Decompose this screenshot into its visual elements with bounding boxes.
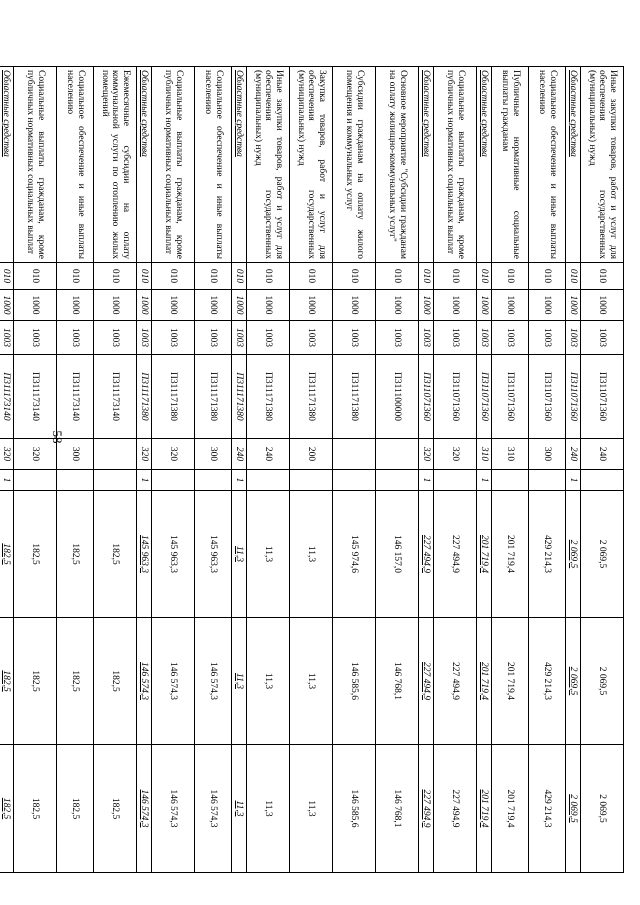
ministry-code: 010: [477, 263, 492, 290]
subsection-code: 1003: [434, 321, 477, 355]
funding-source-code: [14, 470, 57, 491]
ministry-code: 010: [581, 263, 624, 290]
table-row: [14, 67, 57, 873]
section-code: 1000: [434, 290, 477, 321]
funding-source-row: [566, 67, 581, 873]
amount-year-3: 11,3: [290, 745, 333, 873]
target-article-code: П311071360: [566, 355, 581, 439]
amount-year-3: 182,5: [14, 745, 57, 873]
expense-type-code: 320: [14, 439, 57, 470]
expense-type-code: 200: [290, 439, 333, 470]
target-article-code: П311171380: [247, 355, 290, 439]
section-code: 1000: [137, 290, 152, 321]
amount-year-1: 146 157,0: [376, 491, 419, 618]
expense-type-code: 300: [195, 439, 232, 470]
amount-year-1: 182,5: [0, 491, 14, 618]
amount-year-1: 2 069,5: [581, 491, 624, 618]
table-row: [376, 67, 419, 873]
subsection-code: 1003: [419, 321, 434, 355]
target-article-code: П311171380: [137, 355, 152, 439]
funding-source-code: 1: [0, 470, 14, 491]
amount-year-3: 11,3: [247, 745, 290, 873]
amount-year-2: 201 719,4: [492, 618, 529, 745]
section-code: 1000: [57, 290, 94, 321]
subsection-code: 1003: [232, 321, 247, 355]
row-name: Иные закупки товаров, работ и услуг для обеспечения государственных (муниципальных) нужд: [581, 67, 624, 263]
amount-year-2: 227 494,9: [419, 618, 434, 745]
row-name: Областные средства: [137, 67, 152, 263]
funding-source-code: 1: [419, 470, 434, 491]
amount-year-3: 146 768,1: [376, 745, 419, 873]
amount-year-1: 145 974,6: [333, 491, 376, 618]
subsection-code: 1003: [195, 321, 232, 355]
subsection-code: 1003: [14, 321, 57, 355]
funding-source-row: [477, 67, 492, 873]
section-code: 1000: [529, 290, 566, 321]
expense-type-code: 320: [0, 439, 14, 470]
target-article-code: П311171380: [290, 355, 333, 439]
amount-year-1: 429 214,3: [529, 491, 566, 618]
row-name: Областные средства: [566, 67, 581, 263]
budget-table: [0, 66, 624, 873]
expense-type-code: 320: [137, 439, 152, 470]
funding-source-code: [290, 470, 333, 491]
row-name: Ежемесячные субсидии на оплату коммунальной услуги по отоплению жилых помещений: [94, 67, 137, 263]
ministry-code: 010: [232, 263, 247, 290]
amount-year-2: 146 574,3: [137, 618, 152, 745]
ministry-code: 010: [376, 263, 419, 290]
funding-source-code: [529, 470, 566, 491]
funding-source-code: [581, 470, 624, 491]
ministry-code: 010: [434, 263, 477, 290]
amount-year-3: 182,5: [57, 745, 94, 873]
funding-source-code: 1: [137, 470, 152, 491]
target-article-code: П311173140: [14, 355, 57, 439]
table-row: [247, 67, 290, 873]
subsection-code: 1003: [581, 321, 624, 355]
row-name: Иные закупки товаров, работ и услуг для обеспечения государственных (муниципальных) нужд: [247, 67, 290, 263]
amount-year-1: 11,3: [247, 491, 290, 618]
amount-year-2: 201 719,4: [477, 618, 492, 745]
table-row: [57, 67, 94, 873]
amount-year-1: 201 719,4: [492, 491, 529, 618]
ministry-code: 010: [290, 263, 333, 290]
ministry-code: 010: [566, 263, 581, 290]
target-article-code: П311071360: [529, 355, 566, 439]
ministry-code: 010: [152, 263, 195, 290]
ministry-code: 010: [137, 263, 152, 290]
target-article-code: П311071360: [581, 355, 624, 439]
section-code: 1000: [247, 290, 290, 321]
subsection-code: 1003: [529, 321, 566, 355]
target-article-code: П311071360: [492, 355, 529, 439]
rotated-table-area: [1, 66, 624, 872]
table-row: [290, 67, 333, 873]
table-row: [529, 67, 566, 873]
section-code: 1000: [566, 290, 581, 321]
funding-source-row: [137, 67, 152, 873]
amount-year-1: 145 963,3: [137, 491, 152, 618]
ministry-code: 010: [529, 263, 566, 290]
expense-type-code: 240: [232, 439, 247, 470]
amount-year-1: 145 963,3: [152, 491, 195, 618]
amount-year-1: 227 494,9: [434, 491, 477, 618]
ministry-code: 010: [195, 263, 232, 290]
row-name: Основное мероприятие "Субсидии гражданам на оплату жилищно-коммунальных услуг": [376, 67, 419, 263]
section-code: 1000: [477, 290, 492, 321]
subsection-code: 1003: [0, 321, 14, 355]
row-name: Социальные выплаты гражданам, кроме публичных нормативных социальных выплат: [152, 67, 195, 263]
amount-year-1: 11,3: [232, 491, 247, 618]
subsection-code: 1003: [57, 321, 94, 355]
subsection-code: 1003: [492, 321, 529, 355]
amount-year-3: 201 719,4: [492, 745, 529, 873]
row-name: Областные средства: [477, 67, 492, 263]
subsection-code: 1003: [566, 321, 581, 355]
funding-source-code: [57, 470, 94, 491]
expense-type-code: [333, 439, 376, 470]
table-row: [94, 67, 137, 873]
amount-year-2: 2 069,5: [581, 618, 624, 745]
amount-year-2: 11,3: [290, 618, 333, 745]
amount-year-1: 2 069,5: [566, 491, 581, 618]
subsection-code: 1003: [333, 321, 376, 355]
funding-source-row: [0, 67, 14, 873]
section-code: 1000: [94, 290, 137, 321]
row-name: Закупка товаров, работ и услуг для обеспечения государственных (муниципальных) нужд: [290, 67, 333, 263]
row-name: Субсидии гражданам на оплату жилого помещения и коммунальных услуг: [333, 67, 376, 263]
funding-source-code: [195, 470, 232, 491]
expense-type-code: 300: [57, 439, 94, 470]
row-name: Областные средства: [0, 67, 14, 263]
row-name: Социальное обеспечение и иные выплаты населению: [529, 67, 566, 263]
page-number: 58: [50, 430, 65, 444]
target-article-code: П311071360: [434, 355, 477, 439]
table-row: [333, 67, 376, 873]
amount-year-2: 429 214,3: [529, 618, 566, 745]
amount-year-3: 146 574,3: [137, 745, 152, 873]
amount-year-1: 201 719,4: [477, 491, 492, 618]
expense-type-code: 240: [247, 439, 290, 470]
target-article-code: П311171380: [232, 355, 247, 439]
section-code: 1000: [0, 290, 14, 321]
row-name: Социальное обеспечение и иные выплаты населению: [57, 67, 94, 263]
amount-year-3: 146 574,3: [195, 745, 232, 873]
row-name: Социальные выплаты гражданам, кроме публичных нормативных социальных выплат: [434, 67, 477, 263]
subsection-code: 1003: [152, 321, 195, 355]
ministry-code: 010: [333, 263, 376, 290]
amount-year-3: 201 719,4: [477, 745, 492, 873]
target-article-code: П311173140: [0, 355, 14, 439]
section-code: 1000: [152, 290, 195, 321]
row-name: Публичные нормативные социальные выплаты гражданам: [492, 67, 529, 263]
section-code: 1000: [376, 290, 419, 321]
section-code: 1000: [419, 290, 434, 321]
amount-year-1: 227 494,9: [419, 491, 434, 618]
amount-year-2: 11,3: [247, 618, 290, 745]
section-code: 1000: [581, 290, 624, 321]
table-row: [434, 67, 477, 873]
amount-year-1: 182,5: [14, 491, 57, 618]
funding-source-code: [434, 470, 477, 491]
funding-source-code: [492, 470, 529, 491]
amount-year-1: 182,5: [94, 491, 137, 618]
expense-type-code: 320: [419, 439, 434, 470]
expense-type-code: 310: [492, 439, 529, 470]
amount-year-2: 227 494,9: [434, 618, 477, 745]
amount-year-3: 182,5: [94, 745, 137, 873]
funding-source-code: 1: [566, 470, 581, 491]
amount-year-3: 227 494,9: [419, 745, 434, 873]
expense-type-code: 240: [566, 439, 581, 470]
funding-source-code: [94, 470, 137, 491]
funding-source-code: [376, 470, 419, 491]
funding-source-row: [232, 67, 247, 873]
amount-year-2: 182,5: [14, 618, 57, 745]
target-article-code: П311171380: [195, 355, 232, 439]
section-code: 1000: [14, 290, 57, 321]
section-code: 1000: [290, 290, 333, 321]
amount-year-3: 182,5: [0, 745, 14, 873]
expense-type-code: 310: [477, 439, 492, 470]
section-code: 1000: [492, 290, 529, 321]
row-name: Областные средства: [419, 67, 434, 263]
amount-year-1: 182,5: [57, 491, 94, 618]
target-article-code: П311171380: [152, 355, 195, 439]
ministry-code: 010: [0, 263, 14, 290]
amount-year-2: 146 585,6: [333, 618, 376, 745]
amount-year-3: 227 494,9: [434, 745, 477, 873]
subsection-code: 1003: [137, 321, 152, 355]
amount-year-3: 2 069,5: [566, 745, 581, 873]
ministry-code: 010: [14, 263, 57, 290]
amount-year-3: 429 214,3: [529, 745, 566, 873]
expense-type-code: 320: [434, 439, 477, 470]
subsection-code: 1003: [477, 321, 492, 355]
funding-source-code: [333, 470, 376, 491]
amount-year-2: 2 069,5: [566, 618, 581, 745]
amount-year-3: 2 069,5: [581, 745, 624, 873]
funding-source-code: [152, 470, 195, 491]
ministry-code: 010: [57, 263, 94, 290]
amount-year-3: 146 574,3: [152, 745, 195, 873]
target-article-code: П311100000: [376, 355, 419, 439]
row-name: Областные средства: [232, 67, 247, 263]
amount-year-2: 146 574,3: [152, 618, 195, 745]
amount-year-2: 182,5: [57, 618, 94, 745]
expense-type-code: [94, 439, 137, 470]
section-code: 1000: [333, 290, 376, 321]
amount-year-2: 182,5: [94, 618, 137, 745]
amount-year-3: 11,3: [232, 745, 247, 873]
amount-year-1: 145 963,3: [195, 491, 232, 618]
subsection-code: 1003: [376, 321, 419, 355]
subsection-code: 1003: [247, 321, 290, 355]
funding-source-row: [419, 67, 434, 873]
table-row: [152, 67, 195, 873]
target-article-code: П311173140: [94, 355, 137, 439]
funding-source-code: 1: [477, 470, 492, 491]
table-row: [492, 67, 529, 873]
funding-source-code: 1: [232, 470, 247, 491]
target-article-code: П311171380: [333, 355, 376, 439]
target-article-code: П311173140: [57, 355, 94, 439]
expense-type-code: 320: [152, 439, 195, 470]
amount-year-2: 182,5: [0, 618, 14, 745]
amount-year-2: 146 768,1: [376, 618, 419, 745]
ministry-code: 010: [247, 263, 290, 290]
subsection-code: 1003: [290, 321, 333, 355]
ministry-code: 010: [492, 263, 529, 290]
funding-source-code: [247, 470, 290, 491]
table-row: [195, 67, 232, 873]
ministry-code: 010: [419, 263, 434, 290]
amount-year-2: 11,3: [232, 618, 247, 745]
target-article-code: П311071360: [419, 355, 434, 439]
section-code: 1000: [232, 290, 247, 321]
row-name: Социальные выплаты гражданам, кроме публичных нормативных социальных выплат: [14, 67, 57, 263]
expense-type-code: 300: [529, 439, 566, 470]
ministry-code: 010: [94, 263, 137, 290]
section-code: 1000: [195, 290, 232, 321]
row-name: Социальное обеспечение и иные выплаты населению: [195, 67, 232, 263]
expense-type-code: 240: [581, 439, 624, 470]
subsection-code: 1003: [94, 321, 137, 355]
target-article-code: П311071360: [477, 355, 492, 439]
amount-year-3: 146 585,6: [333, 745, 376, 873]
amount-year-2: 146 574,3: [195, 618, 232, 745]
expense-type-code: [376, 439, 419, 470]
amount-year-1: 11,3: [290, 491, 333, 618]
table-row: [581, 67, 624, 873]
